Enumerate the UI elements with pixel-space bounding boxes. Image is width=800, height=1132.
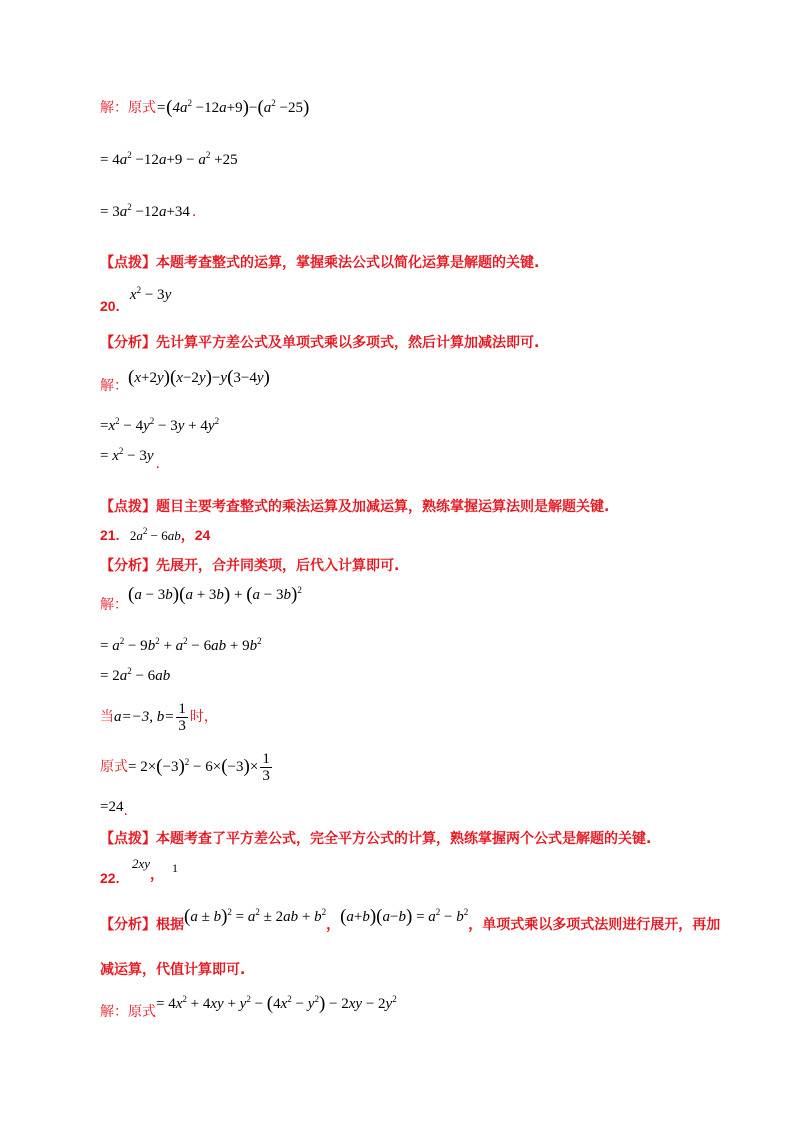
tip-text: 本题考查了平方差公式，完全平方公式的计算，熟练掌握两个公式是解题的关键. [156,831,652,847]
analysis-post: ，单项式乘以多项式法则进行展开，再加 [468,917,721,933]
comma: ， [326,917,341,933]
q21-answer [100,525,210,546]
question-number: 20. [100,298,120,314]
q20-solution-line1 [100,367,270,394]
q19-tip [100,253,539,273]
analysis-continued: 减运算，代值计算即可. [100,962,246,978]
q19-solution-line1 [100,98,309,118]
analysis-pre: 根据 [156,917,184,933]
q21-step2: = $a^2 - 9b^2 + a^2 - 6ab + 9b^2$ [100,636,262,654]
q20-solution-line2 [100,416,219,436]
solution-label: 解：原式 [100,1004,156,1020]
q20-analysis [100,333,539,353]
formula-square: $(a \pm b)^2 = a^2 \pm 2ab + b^2$ [184,906,327,927]
condition-values: a=−3, b= [114,709,175,725]
q19-step2: = $4a^2 -12a+9 - a^2 +25$ [100,150,238,168]
q22-expression: = $4x^2 + 4xy + y^2 - (4x^2 - y^2) - 2xy - 2y^2$ [156,993,397,1014]
analysis-text: 先计算平方差公式及单项式乘以多项式，然后计算加减法即可. [156,335,540,351]
question-number: 22. [100,870,120,886]
formula-difference: $(a+b)(a-b) = a^2 - b^2$ [340,906,469,927]
q22-solution-line1 [100,993,397,1020]
q20-answer [100,285,172,314]
analysis-label: 【分析】 [100,335,156,351]
q20-step3: = $x^2 - 3y$ [100,446,154,464]
fraction-one-third: $\frac{1}{3}$ [262,750,270,784]
condition-prefix: 当 [100,709,114,725]
tip-label: 【点拨】 [100,255,156,271]
period: . [155,456,160,472]
q22-analysis-cont [100,960,245,980]
q20-expression: (x+2y)(x−2y)−y(3−4y) [128,367,270,388]
period: . [123,803,128,819]
q21-expression: $(a - 3b)(a + 3b) + (a - 3b)^2$ [128,584,302,605]
tip-label: 【点拨】 [100,831,156,847]
q21-tip [100,829,651,849]
q21-answer-expression: $2a^2 - 6ab$ [129,526,181,543]
q22-analysis [100,906,721,940]
tip-text: 题目主要考查整式的乘法运算及加减运算，熟练掌握运算法则是解题关键. [156,499,610,515]
q20-solution-line3 [100,446,160,472]
q21-analysis [100,556,399,576]
q21-solution-line3 [100,666,170,686]
yuanshi-label: 原式 [100,759,128,775]
tip-text: 本题考查整式的运算，掌握乘法公式以简化运算是解题的关键. [156,255,540,271]
q21-answer-value: ，24 [180,527,211,543]
q19-solution-line2 [100,150,238,170]
question-number: 21. [100,527,120,543]
q22-answer2: 1 [172,861,178,875]
analysis-text: 先展开，合并同类项，后代入计算即可. [156,558,400,574]
q21-step3: = $2a^2 - 6ab$ [100,666,171,684]
q21-condition [100,700,218,734]
solution-label: 解：原式 [100,100,156,116]
q22-answer1: 2xy [132,856,151,871]
tip-label: 【点拨】 [100,499,156,515]
q22-separator: ， [150,866,164,882]
fraction-one-third: $\frac{1}{3}$ [178,700,186,734]
q21-solution-line1 [100,584,302,613]
result-value: =24 [100,799,124,815]
solution-label: 解： [100,378,128,394]
q19-expression: $=(4a^2 -12a+9)-(a^2 -25)$ [156,97,310,118]
q21-solution-line2 [100,636,262,656]
analysis-label: 【分析】 [100,558,156,574]
analysis-label: 【分析】 [100,917,156,933]
solution-label: 解： [100,597,128,613]
q20-step2: $=x^2 - 4y^2 - 3y + 4y^2$ [100,416,220,434]
calc-expression: = $2\times(-3)^2 - 6\times(-3)\times$ [128,756,259,777]
period: . [191,204,197,220]
q21-calculation [100,750,274,784]
q19-solution-line3 [100,202,196,222]
condition-suffix: 时， [189,709,218,725]
q20-answer-expression: $x^2 - 3y$ [129,285,172,303]
q20-tip [100,497,609,517]
q21-result [100,797,128,817]
q19-step3: = $3a^2 -12a+34$ [100,202,190,220]
